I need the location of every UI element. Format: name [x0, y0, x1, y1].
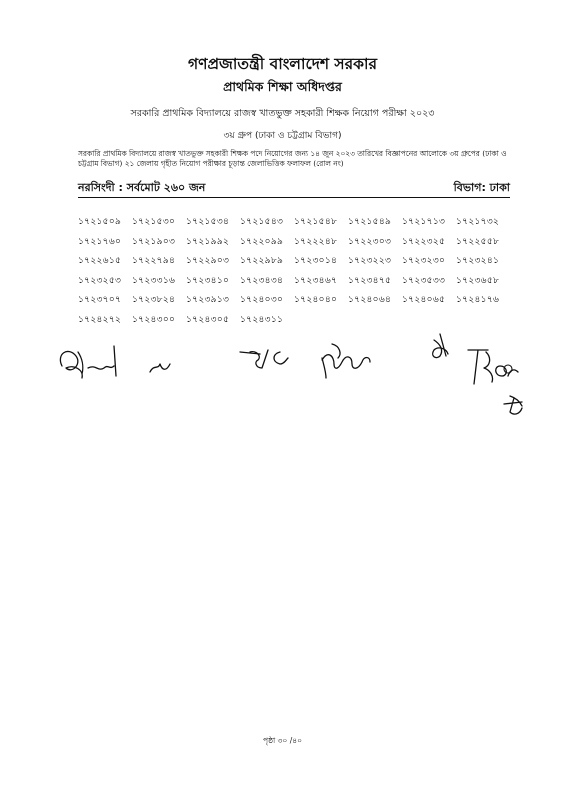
roll-number: ১৭২৩৬৫৮	[456, 274, 500, 286]
roll-number: ১৭২৩২৪১	[456, 255, 500, 267]
government-title: গণপ্রজাতন্ত্রী বাংলাদেশ সরকার	[187, 55, 378, 73]
roll-number: ১৭২৩৪৩৪	[240, 274, 284, 286]
roll-number: ১৭২২৯০৩	[186, 255, 230, 267]
region-header	[78, 179, 510, 198]
signature-1	[60, 346, 116, 378]
roll-number: ১৭২৩৮২৪	[132, 294, 176, 306]
roll-number: ১৭২২৯৮৯	[240, 255, 284, 267]
signature-2	[150, 364, 170, 372]
roll-number: ১৭২৩০১৪	[294, 255, 338, 267]
roll-number: ১৭২৩২২৩	[348, 255, 392, 267]
district-total: নরসিংদী : সর্বমোট ২৬০ জন	[78, 181, 206, 194]
roll-number: ১৭২৩৪১০	[186, 274, 230, 286]
roll-number: ১৭২১৫৩০	[132, 216, 176, 227]
roll-number: ১৭২৩৫৩৩	[402, 274, 446, 286]
roll-number: ১৭২৪৩০৫	[186, 313, 230, 325]
roll-number: ১৭২১৫৪৯	[348, 216, 392, 227]
roll-number: ১৭২৪০৬৫	[402, 294, 446, 306]
roll-number: ১৭২৪০৩০	[240, 294, 284, 306]
intro-paragraph: সরকারি প্রাথমিক বিদ্যালয়ে রাজস্ব খাতভুক্ত সহকারী শিক্ষক পদে নিয়োগের জন্য ১৪ জুন ২০২৩ তারিখের বিজ্ঞাপনের আলোকে ৩য় গ্রুপের (ঢাকা ও চট্টগ্রাম বিভাগ) ২১ জেলায় গৃহীত নিয়োগ পরীক্ষার চূড়ান্ত জেলাভিত্তিক ফলাফল (রোল নং)	[78, 149, 507, 168]
signature-6	[468, 350, 518, 384]
roll-number: ১৭২১৯০৩	[132, 235, 176, 247]
roll-number: ১৭২৩৪৭৫	[348, 274, 392, 286]
roll-number: ১৭২৩৪৬৭	[294, 274, 338, 286]
roll-number: ১৭২৩৩১৬	[132, 274, 176, 286]
roll-number: ১৭২৪২৭২	[78, 313, 122, 325]
roll-number: ১৭২৩৭০৭	[78, 294, 122, 306]
signature-4	[322, 344, 370, 378]
division-label: বিভাগ: ঢাকা	[453, 181, 510, 194]
roll-number: ১৭২৪৩০০	[132, 313, 176, 325]
roll-number: ১৭২২৭৯৪	[132, 255, 176, 267]
exam-title: সরকারি প্রাথমিক বিদ্যালয়ে রাজস্ব খাতভুক্ত সহকারী শিক্ষক নিয়োগ পরীক্ষা ২০২৩	[130, 108, 435, 119]
directorate-title: প্রাথমিক শিক্ষা অধিদপ্তর	[223, 79, 342, 94]
roll-number: ১৭২২৩০৩	[348, 235, 392, 247]
roll-number: ১৭২৪০৬৪	[348, 294, 392, 306]
signature-7	[504, 396, 522, 414]
roll-number: ১৭২৪১৭৬	[456, 294, 500, 306]
roll-number: ১৭২৪৩১১	[240, 313, 284, 325]
page-number: পৃষ্ঠা ৩০ /৪০	[263, 736, 302, 745]
roll-number: ১৭২১৫৪৮	[294, 216, 338, 227]
roll-number: ১৭২২০৯৯	[240, 235, 284, 247]
roll-number: ১৭২১৭৬০	[78, 235, 122, 247]
roll-number: ১৭২১৫৩৪	[186, 216, 230, 227]
roll-number: ১৭২৩২৩০	[402, 255, 446, 267]
signature-5	[433, 334, 448, 358]
roll-number: ১৭২২৫৫৮	[456, 235, 500, 247]
roll-number: ১৭২২৬১৫	[78, 255, 122, 267]
roll-number-grid	[78, 212, 518, 330]
roll-number: ১৭২১৫৪৩	[240, 216, 284, 227]
roll-number: ১৭২২৩২৫	[402, 235, 446, 247]
roll-number: ১৭২৩২৫৩	[78, 274, 122, 286]
roll-number: ১৭২১৭৩২	[456, 216, 500, 227]
signature-3	[240, 350, 288, 368]
group-title: ৩য় গ্রুপ (ঢাকা ও চট্টগ্রাম বিভাগ)	[223, 131, 342, 141]
roll-number: ১৭২৩৯১৩	[186, 294, 230, 306]
roll-number: ১৭২৪০৪০	[294, 294, 338, 306]
roll-number: ১৭২২২৪৮	[294, 235, 338, 247]
roll-number: ১৭২১৭১৩	[402, 216, 446, 227]
roll-number: ১৭২১৯৯২	[186, 235, 230, 247]
roll-number: ১৭২১৫০৯	[78, 216, 122, 227]
